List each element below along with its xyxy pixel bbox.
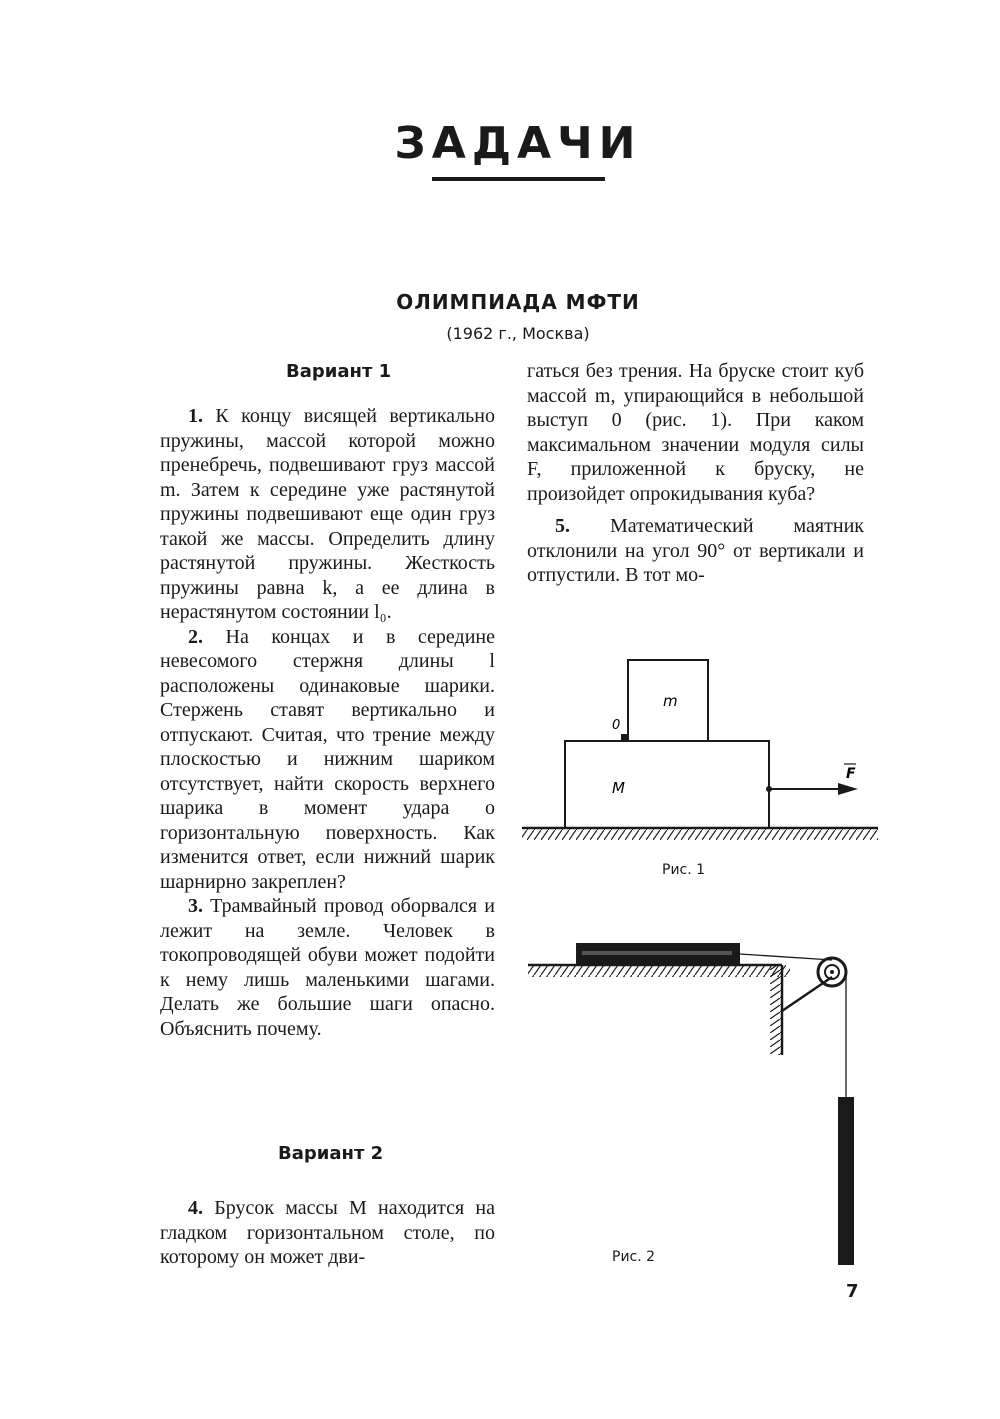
- figure-2-caption: Рис. 2: [612, 1249, 656, 1265]
- problem-3-number: 3.: [188, 895, 203, 917]
- figure-1: [520, 650, 880, 850]
- figure-1-stop: [621, 734, 628, 741]
- figure-1-force-arrow-head: [838, 783, 858, 795]
- problem-2-text: На концах и в середине невесомого стержня длины l расположены одинаковые шарики. Стержень ставят вертикально и отпускают. Считая, что трение между плоскостью и нижним шариком отсутствует, найти скорость верхнего шарика в момент удара о горизонтальную поверхность. Как изменится ответ, если нижний шарик шарнирно закреплен?: [160, 625, 495, 893]
- figure-1-caption: Рис. 1: [662, 862, 706, 878]
- problem-3: [160, 894, 495, 1041]
- variant-1-problems: [160, 404, 495, 1041]
- heading-underline: [432, 177, 605, 181]
- page-heading: ЗАДАЧИ: [394, 118, 642, 169]
- figure-2-hanging-weight: [838, 1097, 854, 1265]
- figure-2-wall-hatch: [770, 965, 782, 1055]
- problem-4-number: 4.: [188, 1197, 203, 1219]
- figure-2-table-hatch: [528, 965, 790, 977]
- figure-1-label-cube: m: [663, 692, 678, 710]
- variant-2-problem-4-start: [160, 1196, 495, 1270]
- page-number: 7: [846, 1281, 859, 1302]
- figure-1-label-force: F: [846, 766, 856, 782]
- problem-1-text: К концу висящей вертикально пружины, массой которой можно пренебречь, подвешивают груз массой m. Затем к середине уже растянутой пружины подвешивают еще один груз такой же массы. Определить длину растянутой пружины. Жесткость пружины равна k, а ее длина в нерастянутом состоянии l₀.: [160, 405, 495, 623]
- figure-1-ground-hatch: [522, 828, 878, 840]
- figure-2-pulley-axle: [830, 970, 834, 974]
- figure-1-label-stop: 0: [612, 718, 621, 733]
- figure-2-block-highlight: [582, 951, 732, 955]
- figure-1-block: [565, 741, 769, 828]
- problem-2-number: 2.: [188, 625, 203, 648]
- figure-2: [520, 935, 880, 1275]
- variant-2-heading: Вариант 2: [278, 1143, 384, 1164]
- section-subtitle: (1962 г., Москва): [446, 324, 590, 343]
- figure-2-string-horizontal: [740, 954, 832, 960]
- problem-5-number: 5.: [555, 515, 570, 537]
- problem-5: [527, 514, 864, 588]
- problem-2: [160, 625, 495, 895]
- section-title: ОЛИМПИАДА МФТИ: [396, 290, 640, 314]
- figure-1-label-block: M: [612, 779, 625, 797]
- problem-4-continued: гаться без трения. На бруске стоит куб массой m, упирающийся в небольшой выступ 0 (рис. 1). При каком максимальном значении модуля силы F, приложенной к бруску, не произойдет опрокидывания куба?: [527, 360, 864, 505]
- problem-5-text: Математический маятник отклонили на угол 90° от вертикали и отпустили. В тот мо-: [527, 515, 864, 586]
- problem-3-text: Трамвайный провод оборвался и лежит на земле. Человек в токопроводящей обуви может подойти к нему лишь маленькими шагами. Делать же большие шаги опасно. Объяснить почему.: [160, 895, 495, 1040]
- problem-1-number: 1.: [188, 405, 203, 427]
- right-column-text: [527, 359, 864, 588]
- problem-4-text-start: Брусок массы M находится на гладком горизонтальном столе, по которому он может дви-: [160, 1197, 496, 1268]
- problem-4: [160, 1196, 495, 1270]
- problem-1: [160, 404, 495, 625]
- variant-1-heading: Вариант 1: [286, 361, 392, 382]
